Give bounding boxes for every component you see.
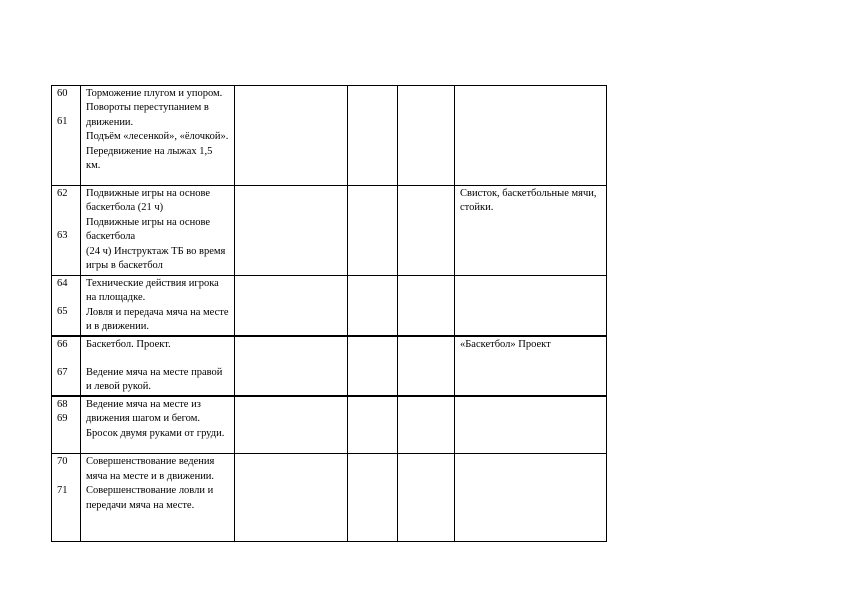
lesson-number: 65 [57,306,68,318]
lesson-topic-cell [81,396,235,454]
lesson-number: 61 [57,116,68,128]
lesson-number: 71 [57,484,68,496]
lesson-topic: Ведение мяча на месте правой и левой рукой. [86,367,223,393]
lesson-topic: Баскетбол. Проект. [86,338,171,350]
lesson-number: 63 [57,230,68,242]
empty-cell [398,336,455,396]
empty-cell [398,396,455,454]
lesson-number-cell [52,454,81,542]
equipment-cell: «Баскетбол» Проект [455,336,607,396]
empty-cell [348,454,398,542]
equipment-cell [455,396,607,454]
equipment-cell [455,454,607,542]
empty-cell [235,186,348,276]
empty-cell [398,186,455,276]
lesson-topic-cell [81,276,235,336]
lesson-topic: Бросок двумя руками от груди. [86,427,225,439]
equipment-cell [455,276,607,336]
lesson-plan-table [51,85,607,542]
lesson-topic: Ловля и передача мяча на месте и в движении. [86,306,229,333]
lesson-topic: Технические действия игрока на площадке. [86,278,219,304]
lesson-number: 70 [57,456,68,468]
lesson-topic: Ведение мяча на месте из движения шагом и бегом. [86,398,201,425]
lesson-topic: Совершенствование ловли и передачи мяча на месте. [86,485,214,511]
table-row [52,276,607,336]
empty-cell [235,396,348,454]
equipment-cell [455,86,607,186]
lesson-topic: Подъём «лесенкой», «ёлочкой». Передвижение на лыжах 1,5 км. [86,131,229,172]
lesson-topic: Повороты переступанием в движении. [86,102,209,128]
lesson-topic: Подвижные игры на основе баскетбола (21 ч) [86,188,211,214]
empty-cell [235,454,348,542]
empty-cell [348,396,398,454]
lesson-number: 68 [57,398,68,410]
empty-cell [348,186,398,276]
empty-cell [398,454,455,542]
lesson-topic: (24 ч) Инструктаж ТБ во время игры в баскетбол [86,245,226,272]
lesson-number-cell [52,396,81,454]
lesson-number-cell [52,336,81,396]
table-row [52,336,607,396]
lesson-topic: Подвижные игры на основе баскетбола [86,216,211,243]
lesson-topic-cell [81,454,235,542]
lesson-number: 60 [57,88,68,99]
empty-cell [398,86,455,186]
empty-cell [348,336,398,396]
lesson-number: 64 [57,278,68,289]
lesson-number-cell [52,86,81,186]
lesson-topic-cell [81,86,235,186]
lesson-number-cell [52,186,81,276]
lesson-number: 62 [57,188,68,199]
lesson-number: 69 [57,413,68,425]
empty-cell [398,276,455,336]
lesson-topic: Совершенствование ведения мяча на месте и в движении. [86,456,215,482]
table-row [52,86,607,186]
lesson-number-cell [52,276,81,336]
lesson-number: 67 [57,367,68,379]
empty-cell [235,86,348,186]
lesson-topic: Торможение плугом и упором. [86,88,223,99]
table-row [52,396,607,454]
empty-cell [235,276,348,336]
lesson-topic-cell [81,186,235,276]
empty-cell [348,276,398,336]
empty-cell [348,86,398,186]
lesson-number: 66 [57,338,68,350]
table-row [52,186,607,276]
equipment-cell: Свисток, баскетбольные мячи, стойки. [455,186,607,276]
lesson-topic-cell [81,336,235,396]
table-row [52,454,607,542]
empty-cell [235,336,348,396]
